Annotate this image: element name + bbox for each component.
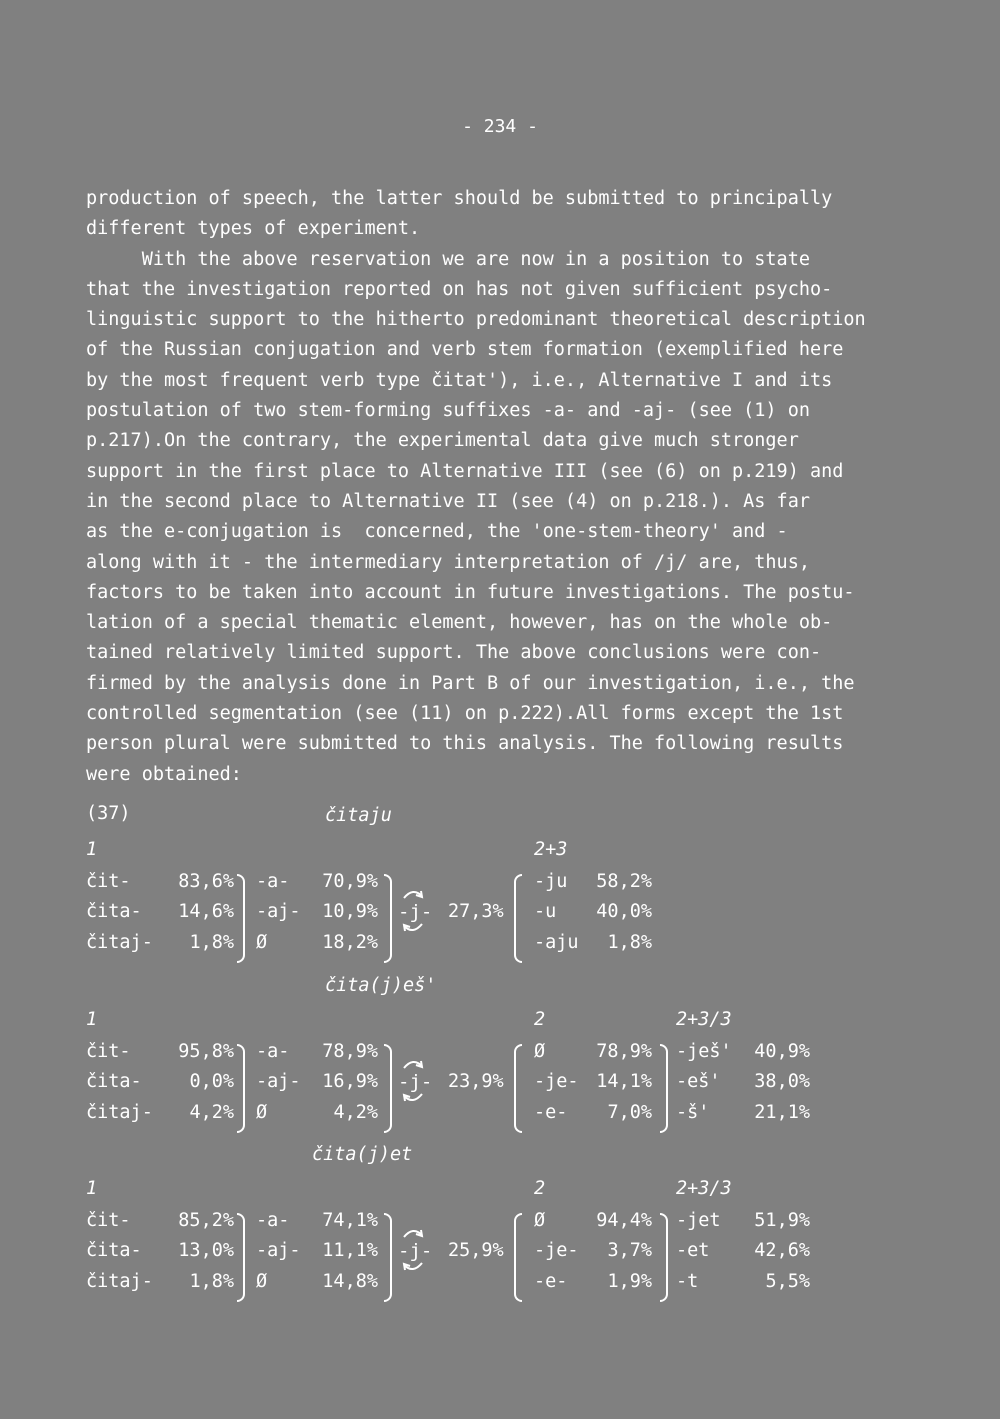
suffix: Ø (256, 931, 268, 953)
suffix: -a- (256, 1041, 290, 1062)
column-label: 1 (86, 1009, 98, 1030)
body-line: by the most frequent verb type čitat'), i.e., Alternative I and its (86, 369, 833, 391)
stem: čitaj- (86, 931, 153, 953)
body-line: were obtained: (86, 763, 242, 785)
curved-arrow-icon (402, 1262, 424, 1274)
left-brace (514, 1213, 522, 1302)
form-title: čita(j)et (312, 1144, 413, 1165)
ending: -je- (534, 1071, 579, 1093)
stem-pct: 1,8% (189, 931, 234, 953)
body-line: along with it - the intermediary interpretation of /j/ are, thus, (86, 551, 810, 573)
body-line: p.217).On the contrary, the experimental data give much stronger (86, 430, 799, 452)
ending-pct: 1,8% (607, 931, 652, 953)
form-title: čitaju (325, 805, 392, 826)
final-form: -eš' (676, 1071, 721, 1093)
j-pct: 27,3% (448, 901, 504, 923)
suffix-pct: 11,1% (322, 1240, 378, 1262)
column-label: 1 (86, 839, 98, 860)
ending-pct: 14,1% (596, 1071, 652, 1093)
suffix: -a- (256, 1210, 290, 1231)
stem-pct: 83,6% (178, 871, 234, 892)
ending: Ø (534, 1210, 546, 1231)
curved-arrow-icon (402, 1226, 424, 1238)
ending: -e- (534, 1101, 568, 1123)
final-pct: 42,6% (754, 1240, 810, 1262)
final-form: -et (676, 1240, 710, 1262)
stem: čit- (86, 1041, 131, 1062)
stem-pct: 85,2% (178, 1210, 234, 1231)
curved-arrow-icon (402, 887, 424, 899)
suffix: -aj- (256, 901, 301, 923)
right-brace (237, 1044, 245, 1133)
final-form: -š' (676, 1101, 710, 1123)
ending-pct: 94,4% (596, 1210, 652, 1231)
stem: čita- (86, 1071, 142, 1093)
suffix: Ø (256, 1270, 268, 1292)
body-line: linguistic support to the hitherto predominant theoretical description (86, 309, 866, 331)
final-pct: 38,0% (754, 1071, 810, 1093)
right-brace (384, 1213, 392, 1302)
ending: -e- (534, 1270, 568, 1292)
j-pct: 25,9% (448, 1240, 504, 1262)
ending-pct: 78,9% (596, 1041, 652, 1062)
column-label: 1 (86, 1178, 98, 1199)
body-line: production of speech, the latter should be submitted to principally (86, 188, 833, 209)
form-title: čita(j)eš' (325, 975, 437, 996)
ending: -je- (534, 1240, 579, 1262)
column-label: 2+3 (534, 839, 568, 860)
suffix: -a- (256, 871, 290, 892)
j-element: -j- (398, 901, 433, 924)
stem: čitaj- (86, 1101, 153, 1123)
stem-pct: 1,8% (189, 1270, 234, 1292)
suffix: -aj- (256, 1071, 301, 1093)
suffix: -aj- (256, 1240, 301, 1262)
suffix-pct: 10,9% (322, 901, 378, 923)
suffix-pct: 18,2% (322, 931, 378, 953)
body-line: that the investigation reported on has not given sufficient psycho- (86, 278, 833, 300)
stem: čit- (86, 871, 131, 892)
final-form: -jet (676, 1210, 721, 1231)
body-line: lation of a special thematic element, however, has on the whole ob- (86, 612, 833, 634)
right-brace (237, 1213, 245, 1302)
ending: Ø (534, 1041, 546, 1062)
ending-pct: 1,9% (607, 1270, 652, 1292)
body-line: tained relatively limited support. The above conclusions were con- (86, 642, 822, 664)
ending: -u (534, 901, 557, 923)
body-line: as the e-conjugation is concerned, the 'one-stem-theory' and - (86, 521, 788, 543)
j-element: -j- (398, 1071, 433, 1094)
body-line: With the above reservation we are now in a position to state (86, 248, 810, 270)
right-brace (660, 1213, 668, 1302)
stem: čita- (86, 1240, 142, 1262)
stem: čita- (86, 901, 142, 923)
body-line: in the second place to Alternative II (see (4) on p.218.). As far (86, 490, 810, 512)
example-number: (37) (86, 803, 131, 824)
stem-pct: 13,0% (178, 1240, 234, 1262)
body-line: of the Russian conjugation and verb stem formation (exemplified here (86, 339, 844, 361)
ending: -aju (534, 931, 579, 953)
suffix-pct: 14,8% (322, 1270, 378, 1292)
right-brace (384, 1044, 392, 1133)
stem-pct: 4,2% (189, 1101, 234, 1123)
suffix-pct: 74,1% (322, 1210, 378, 1231)
j-pct: 23,9% (448, 1071, 504, 1093)
left-brace (514, 874, 522, 963)
body-line: support in the first place to Alternative III (see (6) on p.219) and (86, 460, 844, 482)
column-label: 2 (534, 1009, 546, 1030)
suffix: Ø (256, 1101, 268, 1123)
suffix-pct: 78,9% (322, 1041, 378, 1062)
ending-pct: 40,0% (596, 901, 652, 923)
stem-pct: 95,8% (178, 1041, 234, 1062)
ending-pct: 58,2% (596, 871, 652, 892)
ending-pct: 3,7% (607, 1240, 652, 1262)
final-pct: 40,9% (754, 1041, 810, 1062)
final-pct: 5,5% (765, 1270, 810, 1292)
stem-pct: 14,6% (178, 901, 234, 923)
final-form: -t (676, 1270, 699, 1292)
stem: čitaj- (86, 1270, 153, 1292)
ending: -ju (534, 871, 568, 892)
curved-arrow-icon (402, 923, 424, 935)
column-label: 2 (534, 1178, 546, 1199)
left-brace (514, 1044, 522, 1133)
column-label: 2+3/3 (676, 1178, 732, 1199)
suffix-pct: 4,2% (333, 1101, 378, 1123)
stem: čit- (86, 1210, 131, 1231)
column-label: 2+3/3 (676, 1009, 732, 1030)
ending-pct: 7,0% (607, 1101, 652, 1123)
curved-arrow-icon (402, 1093, 424, 1105)
page-number: - 234 - (462, 116, 538, 137)
right-brace (237, 874, 245, 963)
right-brace (384, 874, 392, 963)
suffix-pct: 16,9% (322, 1071, 378, 1093)
body-line: person plural were submitted to this analysis. The following results (86, 733, 844, 755)
curved-arrow-icon (402, 1057, 424, 1069)
body-line: controlled segmentation (see (11) on p.222).All forms except the 1st (86, 703, 844, 725)
body-line: factors to be taken into account in future investigations. The postu- (86, 581, 855, 603)
body-line: postulation of two stem-forming suffixes -a- and -aj- (see (1) on (86, 400, 810, 422)
stem-pct: 0,0% (189, 1071, 234, 1093)
final-form: -ješ' (676, 1041, 732, 1062)
body-text (86, 184, 936, 790)
body-line: different types of experiment. (86, 218, 421, 240)
j-element: -j- (398, 1240, 433, 1263)
right-brace (660, 1044, 668, 1133)
final-pct: 21,1% (754, 1101, 810, 1123)
suffix-pct: 70,9% (322, 871, 378, 892)
final-pct: 51,9% (754, 1210, 810, 1231)
body-line: firmed by the analysis done in Part B of our investigation, i.e., the (86, 672, 855, 694)
